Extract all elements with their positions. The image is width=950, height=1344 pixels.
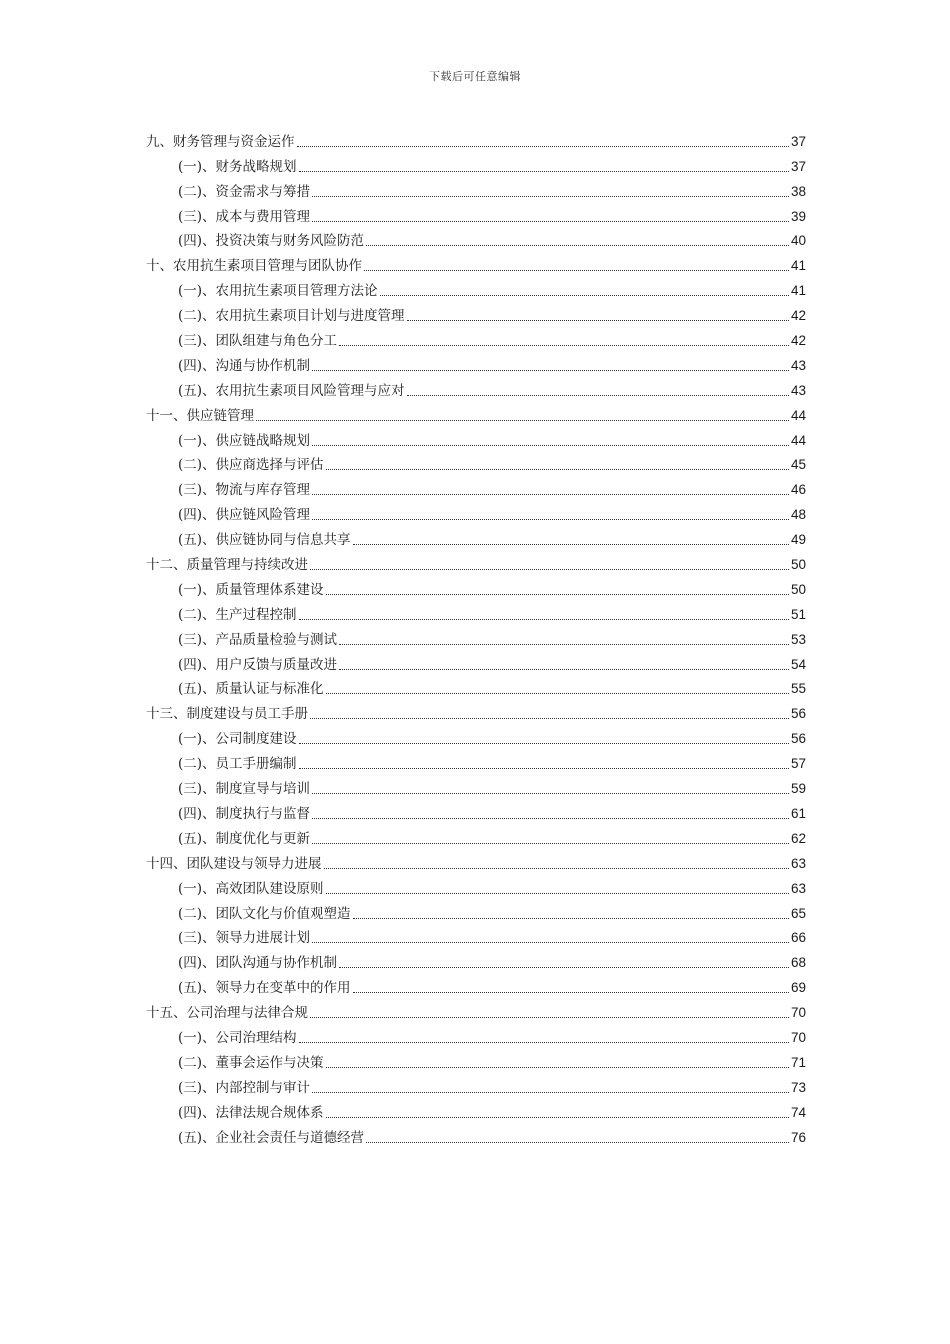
toc-entry-page-number: 41: [790, 258, 806, 274]
toc-dot-leader: [310, 569, 789, 570]
toc-dot-leader: [339, 669, 789, 670]
toc-entry-title: (二)、供应商选择与评估: [178, 457, 324, 474]
toc-dot-leader: [407, 395, 789, 396]
toc-dot-leader: [339, 644, 789, 645]
toc-section-entry[interactable]: [146, 1097, 806, 1122]
toc-entry-page-number: 54: [790, 656, 806, 672]
toc-entry-title: (二)、团队文化与价值观塑造: [178, 905, 351, 922]
toc-section-entry[interactable]: [146, 201, 806, 226]
toc-dot-leader: [312, 445, 789, 446]
toc-section-entry[interactable]: [146, 425, 806, 450]
toc-chapter-entry[interactable]: [146, 549, 806, 574]
toc-entry-title: (一)、农用抗生素项目管理方法论: [178, 283, 378, 300]
toc-entry-page-number: 41: [790, 283, 806, 299]
toc-entry-page-number: 56: [790, 706, 806, 722]
toc-dot-leader: [326, 1067, 789, 1068]
toc-dot-leader: [353, 544, 789, 545]
toc-dot-leader: [299, 743, 789, 744]
toc-section-entry[interactable]: [146, 300, 806, 325]
toc-dot-leader: [326, 893, 789, 894]
toc-dot-leader: [366, 245, 789, 246]
toc-entry-title: (一)、质量管理体系建设: [178, 581, 324, 598]
toc-entry-title: (四)、制度执行与监督: [178, 805, 311, 822]
toc-section-entry[interactable]: [146, 773, 806, 798]
toc-section-entry[interactable]: [146, 674, 806, 699]
toc-dot-leader: [312, 818, 789, 819]
toc-entry-title: (四)、投资决策与财务风险防范: [178, 233, 365, 250]
toc-entry-page-number: 71: [790, 1054, 806, 1070]
toc-entry-title: (五)、供应链协同与信息共享: [178, 532, 351, 549]
toc-section-entry[interactable]: [146, 723, 806, 748]
toc-entry-title: (三)、产品质量检验与测试: [178, 631, 338, 648]
toc-section-entry[interactable]: [146, 574, 806, 599]
toc-entry-page-number: 37: [790, 133, 806, 149]
toc-entry-title: (五)、质量认证与标准化: [178, 681, 324, 698]
toc-section-entry[interactable]: [146, 1022, 806, 1047]
toc-section-entry[interactable]: [146, 1122, 806, 1147]
toc-dot-leader: [407, 320, 789, 321]
toc-section-entry[interactable]: [146, 275, 806, 300]
toc-entry-page-number: 50: [790, 581, 806, 597]
toc-entry-page-number: 46: [790, 482, 806, 498]
toc-entry-page-number: 48: [790, 507, 806, 523]
toc-entry-page-number: 50: [790, 557, 806, 573]
toc-entry-page-number: 56: [790, 731, 806, 747]
toc-entry-page-number: 55: [790, 681, 806, 697]
page-header: 下载后可任意编辑: [429, 70, 521, 83]
toc-dot-leader: [310, 718, 789, 719]
toc-section-entry[interactable]: [146, 151, 806, 176]
toc-dot-leader: [312, 370, 789, 371]
toc-section-entry[interactable]: [146, 1072, 806, 1097]
toc-entry-page-number: 63: [790, 855, 806, 871]
toc-entry-page-number: 66: [790, 930, 806, 946]
toc-entry-page-number: 49: [790, 532, 806, 548]
toc-section-entry[interactable]: [146, 947, 806, 972]
toc-entry-page-number: 39: [790, 208, 806, 224]
toc-entry-page-number: 59: [790, 781, 806, 797]
toc-entry-page-number: 63: [790, 880, 806, 896]
toc-section-entry[interactable]: [146, 450, 806, 475]
toc-entry-page-number: 38: [790, 183, 806, 199]
toc-chapter-entry[interactable]: [146, 698, 806, 723]
toc-entry-title: (三)、领导力进展计划: [178, 930, 311, 947]
toc-entry-title: (五)、企业社会责任与道德经营: [178, 1129, 365, 1146]
toc-entry-title: (四)、用户反馈与质量改进: [178, 656, 338, 673]
toc-entry-page-number: 69: [790, 980, 806, 996]
toc-entry-title: 十五、公司治理与法律合规: [146, 1005, 308, 1022]
toc-entry-page-number: 61: [790, 805, 806, 821]
toc-entry-page-number: 43: [790, 382, 806, 398]
toc-entry-page-number: 62: [790, 830, 806, 846]
toc-dot-leader: [312, 196, 789, 197]
toc-dot-leader: [353, 918, 789, 919]
toc-dot-leader: [312, 1092, 789, 1093]
toc-entry-page-number: 57: [790, 756, 806, 772]
toc-dot-leader: [324, 868, 789, 869]
toc-dot-leader: [339, 345, 789, 346]
toc-section-entry[interactable]: [146, 898, 806, 923]
toc-entry-title: (一)、公司治理结构: [178, 1029, 297, 1046]
toc-dot-leader: [326, 1117, 789, 1118]
toc-entry-page-number: 53: [790, 631, 806, 647]
toc-entry-title: (五)、领导力在变革中的作用: [178, 980, 351, 997]
toc-entry-title: (四)、沟通与协作机制: [178, 357, 311, 374]
toc-dot-leader: [326, 594, 789, 595]
toc-section-entry[interactable]: [146, 176, 806, 201]
toc-chapter-entry[interactable]: [146, 997, 806, 1022]
toc-entry-title: (四)、法律法规合规体系: [178, 1104, 324, 1121]
toc-dot-leader: [312, 793, 789, 794]
toc-dot-leader: [380, 295, 789, 296]
toc-entry-title: (四)、供应链风险管理: [178, 507, 311, 524]
toc-entry-title: (二)、董事会运作与决策: [178, 1054, 324, 1071]
toc-entry-title: 十、农用抗生素项目管理与团队协作: [146, 258, 362, 275]
toc-section-entry[interactable]: [146, 972, 806, 997]
toc-section-entry[interactable]: [146, 823, 806, 848]
toc-chapter-entry[interactable]: [146, 400, 806, 425]
toc-section-entry[interactable]: [146, 325, 806, 350]
toc-section-entry[interactable]: [146, 499, 806, 524]
toc-entry-title: (一)、财务战略规划: [178, 158, 297, 175]
toc-entry-title: (一)、公司制度建设: [178, 731, 297, 748]
toc-entry-page-number: 74: [790, 1104, 806, 1120]
toc-dot-leader: [353, 992, 789, 993]
toc-entry-page-number: 76: [790, 1129, 806, 1145]
toc-entry-title: 十一、供应链管理: [146, 407, 254, 424]
toc-entry-page-number: 42: [790, 308, 806, 324]
toc-entry-title: (二)、农用抗生素项目计划与进度管理: [178, 308, 405, 325]
toc-entry-title: (五)、农用抗生素项目风险管理与应对: [178, 382, 405, 399]
toc-entry-title: (一)、高效团队建设原则: [178, 880, 324, 897]
toc-dot-leader: [299, 619, 789, 620]
toc-dot-leader: [299, 171, 789, 172]
toc-entry-page-number: 68: [790, 955, 806, 971]
toc-dot-leader: [312, 221, 789, 222]
toc-dot-leader: [299, 1042, 789, 1043]
toc-entry-page-number: 44: [790, 432, 806, 448]
toc-dot-leader: [312, 843, 789, 844]
toc-entry-title: (二)、生产过程控制: [178, 606, 297, 623]
toc-entry-title: (四)、团队沟通与协作机制: [178, 955, 338, 972]
toc-dot-leader: [326, 469, 789, 470]
toc-dot-leader: [256, 420, 789, 421]
toc-dot-leader: [312, 519, 789, 520]
toc-section-entry[interactable]: [146, 1047, 806, 1072]
toc-dot-leader: [326, 693, 789, 694]
toc-section-entry[interactable]: [146, 649, 806, 674]
toc-entry-page-number: 65: [790, 905, 806, 921]
toc-entry-title: (二)、员工手册编制: [178, 756, 297, 773]
toc-entry-page-number: 42: [790, 333, 806, 349]
toc-chapter-entry[interactable]: [146, 126, 806, 151]
toc-chapter-entry[interactable]: [146, 250, 806, 275]
toc-section-entry[interactable]: [146, 524, 806, 549]
toc-dot-leader: [310, 1017, 789, 1018]
toc-section-entry[interactable]: [146, 624, 806, 649]
toc-entry-title: (五)、制度优化与更新: [178, 830, 311, 847]
toc-entry-page-number: 43: [790, 357, 806, 373]
toc-entry-title: (三)、制度宣导与培训: [178, 781, 311, 798]
toc-dot-leader: [364, 270, 789, 271]
toc-entry-title: 十四、团队建设与领导力进展: [146, 855, 322, 872]
toc-chapter-entry[interactable]: [146, 848, 806, 873]
table-of-contents: [146, 126, 806, 1147]
toc-dot-leader: [339, 967, 789, 968]
toc-section-entry[interactable]: [146, 375, 806, 400]
toc-entry-page-number: 45: [790, 457, 806, 473]
toc-entry-title: 十二、质量管理与持续改进: [146, 557, 308, 574]
toc-section-entry[interactable]: [146, 748, 806, 773]
toc-entry-page-number: 40: [790, 233, 806, 249]
toc-section-entry[interactable]: [146, 798, 806, 823]
toc-section-entry[interactable]: [146, 474, 806, 499]
toc-entry-page-number: 51: [790, 606, 806, 622]
toc-dot-leader: [312, 494, 789, 495]
toc-entry-title: 十三、制度建设与员工手册: [146, 706, 308, 723]
toc-dot-leader: [312, 942, 789, 943]
toc-entry-page-number: 70: [790, 1029, 806, 1045]
toc-entry-title: (三)、团队组建与角色分工: [178, 333, 338, 350]
toc-section-entry[interactable]: [146, 350, 806, 375]
toc-entry-page-number: 73: [790, 1079, 806, 1095]
toc-section-entry[interactable]: [146, 923, 806, 948]
toc-entry-title: (一)、供应链战略规划: [178, 432, 311, 449]
toc-entry-page-number: 37: [790, 158, 806, 174]
toc-entry-title: (二)、资金需求与筹措: [178, 183, 311, 200]
toc-entry-title: (三)、成本与费用管理: [178, 208, 311, 225]
toc-entry-title: (三)、物流与库存管理: [178, 482, 311, 499]
toc-entry-page-number: 44: [790, 407, 806, 423]
toc-section-entry[interactable]: [146, 873, 806, 898]
toc-entry-title: (三)、内部控制与审计: [178, 1079, 311, 1096]
toc-dot-leader: [299, 768, 789, 769]
toc-entry-page-number: 70: [790, 1005, 806, 1021]
toc-section-entry[interactable]: [146, 599, 806, 624]
toc-section-entry[interactable]: [146, 226, 806, 251]
toc-dot-leader: [297, 146, 789, 147]
toc-dot-leader: [366, 1142, 789, 1143]
toc-entry-title: 九、财务管理与资金运作: [146, 133, 295, 150]
